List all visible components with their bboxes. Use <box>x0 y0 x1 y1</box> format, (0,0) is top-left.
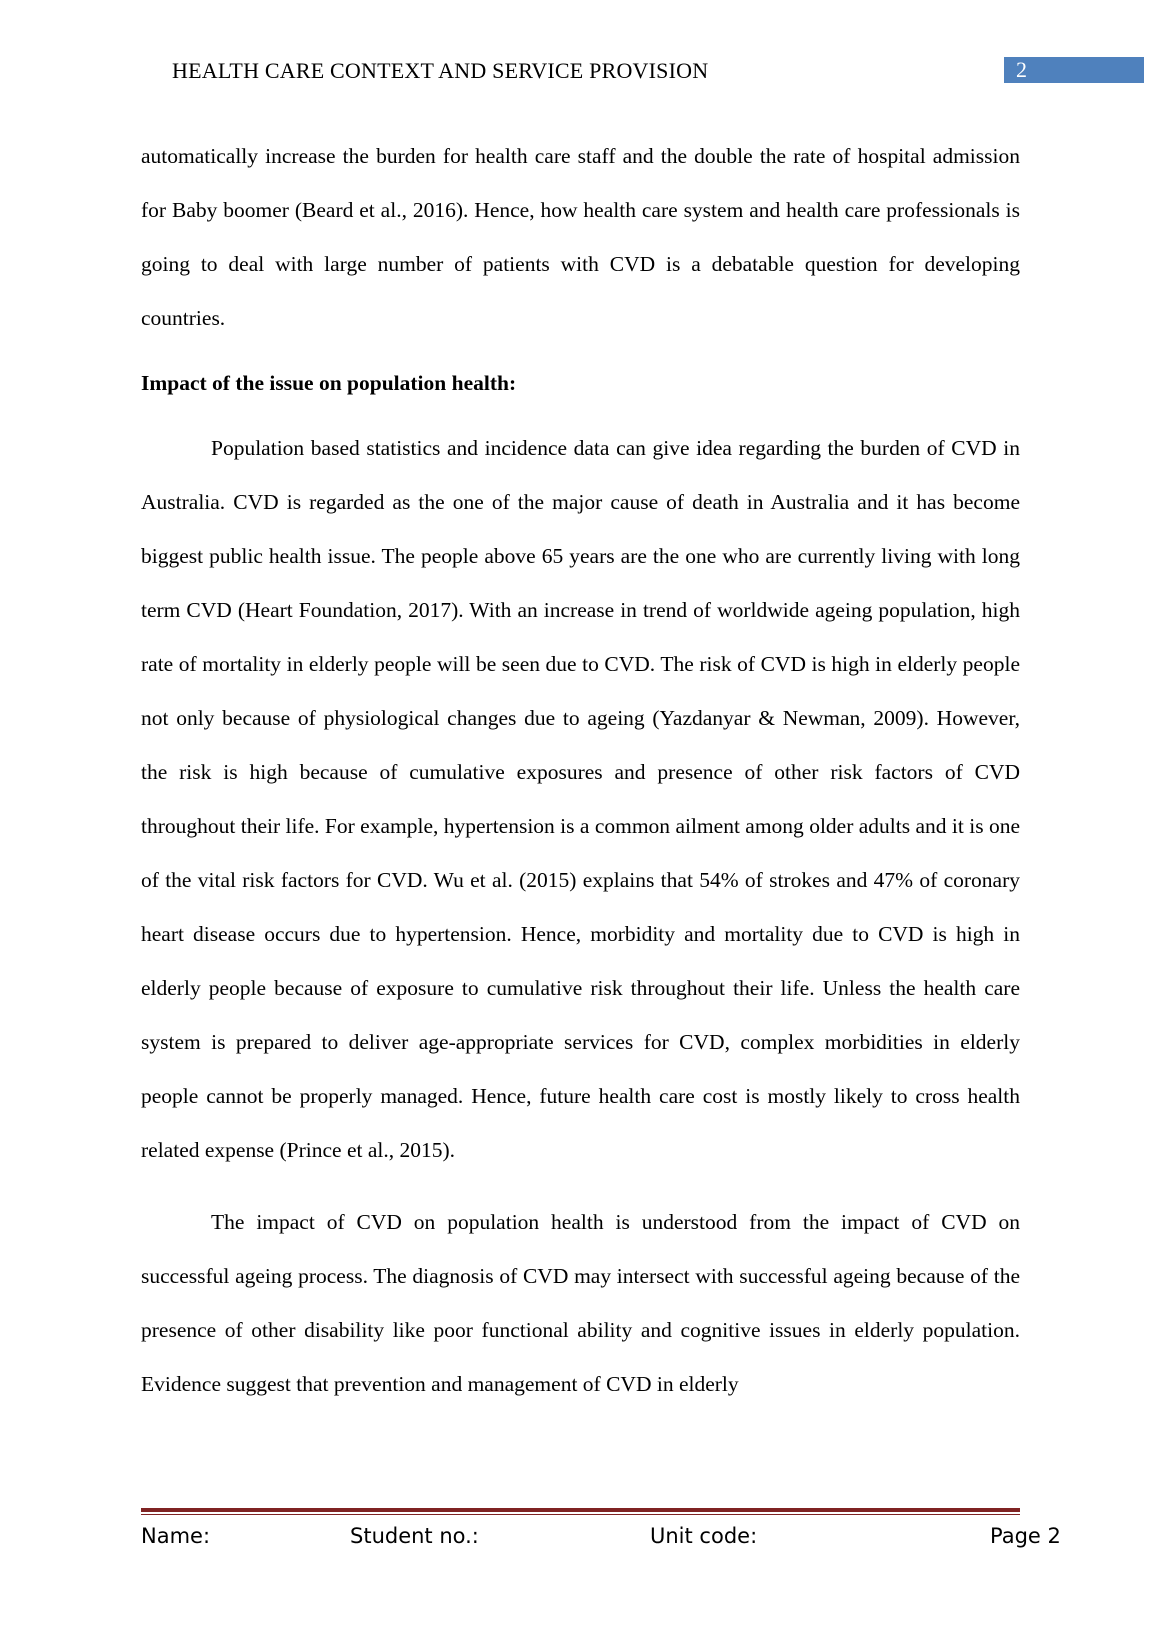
header-page-number: 2 <box>1004 57 1144 83</box>
page-header <box>0 56 1158 86</box>
paragraph-population-statistics: Population based statistics and incidence data can give idea regarding the burden of CVD in Australia. CVD is regarded as the one of the major cause of death in Australia and it has become biggest public health issue. The people above 65 years are the one who are currently living with long term CVD (Heart Foundation, 2017). With an increase in trend of worldwide ageing population, high rate of mortality in elderly people will be seen due to CVD. The risk of CVD is high in elderly people not only because of physiological changes due to ageing (Yazdanyar & Newman, 2009). However, the risk is high because of cumulative exposures and presence of other risk factors of CVD throughout their life. For example, hypertension is a common ailment among older adults and it is one of the vital risk factors for CVD. Wu et al. (2015) explains that 54% of strokes and 47% of coronary heart disease occurs due to hypertension. Hence, morbidity and mortality due to CVD is high in elderly people because of exposure to cumulative risk throughout their life. Unless the health care system is prepared to deliver age-appropriate services for CVD, complex morbidities in elderly people cannot be properly managed. Hence, future health care cost is mostly likely to cross health related expense (Prince et al., 2015). <box>141 436 1020 1162</box>
paragraph-impact-ageing: The impact of CVD on population health is understood from the impact of CVD on successful ageing process. The diagnosis of CVD may intersect with successful ageing because of the presence of other disability like poor functional ability and cognitive issues in elderly population. Evidence suggest that prevention and management of CVD in elderly <box>141 1210 1020 1396</box>
footer-divider-thin <box>141 1514 1020 1515</box>
running-head-title: HEALTH CARE CONTEXT AND SERVICE PROVISION <box>172 58 709 83</box>
footer-divider <box>141 1508 1020 1516</box>
page-footer <box>0 1520 1158 1552</box>
footer-name-label: Name: <box>141 1524 211 1548</box>
footer-student-number-label: Student no.: <box>350 1524 479 1548</box>
section-heading: Impact of the issue on population health: <box>141 371 517 395</box>
footer-page-number: Page 2 <box>990 1524 1061 1548</box>
document-body <box>141 129 1020 1411</box>
footer-unit-code-label: Unit code: <box>650 1524 758 1548</box>
paragraph-continued: automatically increase the burden for health care staff and the double the rate of hospital admission for Baby boomer (Beard et al., 2016). Hence, how health care system and health care professionals is going to deal with large number of patients with CVD is a debatable question for developing countries. <box>141 144 1020 330</box>
footer-divider-thick <box>141 1508 1020 1512</box>
